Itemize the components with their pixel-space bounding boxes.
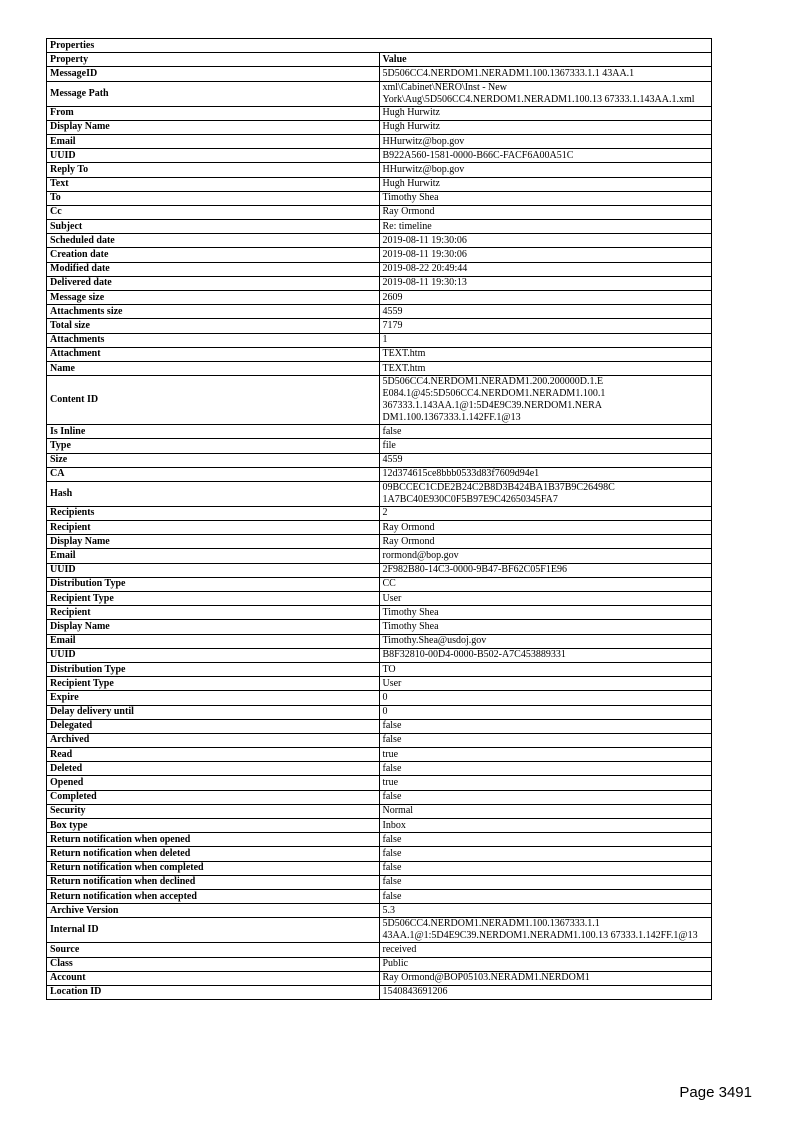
table-row [47, 634, 712, 648]
property-name: Content ID [47, 376, 380, 425]
property-value: TO [379, 662, 712, 676]
property-value: 7179 [379, 319, 712, 333]
table-row [47, 691, 712, 705]
property-name: Class [47, 957, 380, 971]
property-name: Distribution Type [47, 662, 380, 676]
table-row [47, 943, 712, 957]
property-value: true [379, 776, 712, 790]
property-name: Recipients [47, 506, 380, 520]
property-value: false [379, 425, 712, 439]
table-row [47, 81, 712, 106]
property-name: Size [47, 453, 380, 467]
table-row [47, 985, 712, 999]
property-value: 1540843691206 [379, 985, 712, 999]
header-value: Value [379, 53, 712, 67]
property-name: Return notification when opened [47, 833, 380, 847]
table-row [47, 234, 712, 248]
table-row [47, 662, 712, 676]
property-value: Hugh Hurwitz [379, 177, 712, 191]
property-name: CA [47, 467, 380, 481]
table-row [47, 506, 712, 520]
property-name: Delay delivery until [47, 705, 380, 719]
header-property: Property [47, 53, 380, 67]
table-row [47, 776, 712, 790]
table-row [47, 481, 712, 506]
property-name: Return notification when declined [47, 875, 380, 889]
property-value: 1 [379, 333, 712, 347]
property-value: true [379, 748, 712, 762]
property-name: Email [47, 634, 380, 648]
property-name: Recipient [47, 521, 380, 535]
property-value: false [379, 733, 712, 747]
property-value: HHurwitz@bop.gov [379, 163, 712, 177]
property-name: Expire [47, 691, 380, 705]
table-row [47, 347, 712, 361]
property-name: Creation date [47, 248, 380, 262]
property-value: Public [379, 957, 712, 971]
property-value: 2019-08-22 20:49:44 [379, 262, 712, 276]
property-name: UUID [47, 563, 380, 577]
property-value: Timothy Shea [379, 620, 712, 634]
property-value: 2F982B80-14C3-0000-9B47-BF62C05F1E96 [379, 563, 712, 577]
property-name: MessageID [47, 67, 380, 81]
property-name: Name [47, 361, 380, 375]
table-row [47, 120, 712, 134]
property-value: false [379, 861, 712, 875]
property-value: Re: timeline [379, 220, 712, 234]
table-row [47, 549, 712, 563]
property-name: UUID [47, 149, 380, 163]
property-value: 2609 [379, 291, 712, 305]
table-row [47, 971, 712, 985]
table-row [47, 620, 712, 634]
property-name: Email [47, 134, 380, 148]
property-name: Message Path [47, 81, 380, 106]
property-name: Return notification when completed [47, 861, 380, 875]
property-value: 2 [379, 506, 712, 520]
table-row [47, 847, 712, 861]
table-row [47, 453, 712, 467]
property-value: rormond@bop.gov [379, 549, 712, 563]
property-name: Delivered date [47, 276, 380, 290]
property-name: Attachments size [47, 305, 380, 319]
property-value: received [379, 943, 712, 957]
table-row [47, 957, 712, 971]
property-name: Completed [47, 790, 380, 804]
table-row [47, 248, 712, 262]
property-value: 4559 [379, 453, 712, 467]
property-name: From [47, 106, 380, 120]
property-name: Deleted [47, 762, 380, 776]
property-name: Archived [47, 733, 380, 747]
property-value: Timothy.Shea@usdoj.gov [379, 634, 712, 648]
property-value: CC [379, 577, 712, 591]
table-row [47, 606, 712, 620]
table-row [47, 291, 712, 305]
property-value: Hugh Hurwitz [379, 120, 712, 134]
property-name: Return notification when deleted [47, 847, 380, 861]
property-value: TEXT.htm [379, 361, 712, 375]
property-value: 12d374615ce8bbb0533d83f7609d94e1 [379, 467, 712, 481]
property-value: 5D506CC4.NERDOM1.NERADM1.100.1367333.1.1 43AA.1@1:5D4E9C39.NERDOM1.NERADM1.100.13 67333.1.142FF.1@13 [379, 918, 712, 943]
table-row [47, 134, 712, 148]
property-name: Email [47, 549, 380, 563]
property-name: Total size [47, 319, 380, 333]
property-value: User [379, 677, 712, 691]
property-value: file [379, 439, 712, 453]
property-value: false [379, 889, 712, 903]
property-name: Recipient Type [47, 592, 380, 606]
table-title-row [47, 39, 712, 53]
property-name: Location ID [47, 985, 380, 999]
table-row [47, 177, 712, 191]
table-row [47, 733, 712, 747]
table-row [47, 719, 712, 733]
table-row [47, 425, 712, 439]
table-row [47, 467, 712, 481]
property-value: Ray Ormond@BOP05103.NERADM1.NERDOM1 [379, 971, 712, 985]
property-value: Timothy Shea [379, 191, 712, 205]
table-title: Properties [47, 39, 712, 53]
property-value: 0 [379, 691, 712, 705]
property-value: Hugh Hurwitz [379, 106, 712, 120]
property-name: Archive Version [47, 904, 380, 918]
property-name: Subject [47, 220, 380, 234]
property-value: 09BCCEC1CDE2B24C2B8D3B424BA1B37B9C26498C 1A7BC40E930C0F5B97E9C42650345FA7 [379, 481, 712, 506]
table-row [47, 205, 712, 219]
table-row [47, 163, 712, 177]
property-name: Opened [47, 776, 380, 790]
property-name: Type [47, 439, 380, 453]
table-row [47, 677, 712, 691]
property-name: Display Name [47, 120, 380, 134]
property-name: Cc [47, 205, 380, 219]
property-name: Internal ID [47, 918, 380, 943]
property-name: To [47, 191, 380, 205]
table-row [47, 592, 712, 606]
table-row [47, 149, 712, 163]
property-value: false [379, 762, 712, 776]
table-row [47, 790, 712, 804]
property-value: 2019-08-11 19:30:13 [379, 276, 712, 290]
table-row [47, 563, 712, 577]
property-name: Read [47, 748, 380, 762]
property-value: false [379, 833, 712, 847]
property-value: Ray Ormond [379, 205, 712, 219]
property-name: Source [47, 943, 380, 957]
property-name: Security [47, 804, 380, 818]
property-value: TEXT.htm [379, 347, 712, 361]
table-header-row [47, 53, 712, 67]
property-value: 5.3 [379, 904, 712, 918]
table-row [47, 804, 712, 818]
table-row [47, 376, 712, 425]
table-row [47, 361, 712, 375]
property-value: B922A560-1581-0000-B66C-FACF6A00A51C [379, 149, 712, 163]
property-name: Delegated [47, 719, 380, 733]
property-name: Attachments [47, 333, 380, 347]
table-row [47, 705, 712, 719]
property-value: Ray Ormond [379, 535, 712, 549]
property-value: Inbox [379, 819, 712, 833]
properties-table [46, 38, 712, 1000]
property-name: Recipient Type [47, 677, 380, 691]
table-row [47, 220, 712, 234]
property-name: Text [47, 177, 380, 191]
property-name: Account [47, 971, 380, 985]
table-row [47, 305, 712, 319]
property-name: Scheduled date [47, 234, 380, 248]
property-value: false [379, 875, 712, 889]
property-name: Reply To [47, 163, 380, 177]
table-row [47, 748, 712, 762]
table-row [47, 319, 712, 333]
table-row [47, 276, 712, 290]
table-row [47, 106, 712, 120]
table-row [47, 833, 712, 847]
table-row [47, 67, 712, 81]
property-name: Display Name [47, 620, 380, 634]
property-name: Modified date [47, 262, 380, 276]
table-row [47, 819, 712, 833]
property-value: HHurwitz@bop.gov [379, 134, 712, 148]
table-row [47, 191, 712, 205]
property-name: Is Inline [47, 425, 380, 439]
property-value: Timothy Shea [379, 606, 712, 620]
property-value: 4559 [379, 305, 712, 319]
property-value: 2019-08-11 19:30:06 [379, 248, 712, 262]
property-value: 5D506CC4.NERDOM1.NERADM1.200.200000D.1.E E084.1@45:5D506CC4.NERDOM1.NERADM1.100.1 367333.1.143AA.1@1:5D4E9C39.NERDOM1.NERA DM1.100.1367333.1.142FF.1@13 [379, 376, 712, 425]
property-value: B8F32810-00D4-0000-B502-A7C453889331 [379, 648, 712, 662]
table-row [47, 904, 712, 918]
page-number: Page 3491 [679, 1084, 752, 1101]
property-value: xml\Cabinet\NERO\Inst - New York\Aug\5D506CC4.NERDOM1.NERADM1.100.13 67333.1.143AA.1.xml [379, 81, 712, 106]
property-value: false [379, 719, 712, 733]
table-row [47, 648, 712, 662]
table-row [47, 762, 712, 776]
table-row [47, 521, 712, 535]
property-name: Return notification when accepted [47, 889, 380, 903]
table-row [47, 889, 712, 903]
property-value: 5D506CC4.NERDOM1.NERADM1.100.1367333.1.1 43AA.1 [379, 67, 712, 81]
table-row [47, 577, 712, 591]
table-row [47, 535, 712, 549]
property-name: Box type [47, 819, 380, 833]
property-value: Ray Ormond [379, 521, 712, 535]
table-row [47, 861, 712, 875]
property-value: false [379, 847, 712, 861]
property-value: false [379, 790, 712, 804]
property-name: Distribution Type [47, 577, 380, 591]
table-row [47, 918, 712, 943]
property-name: Message size [47, 291, 380, 305]
table-row [47, 262, 712, 276]
property-value: 2019-08-11 19:30:06 [379, 234, 712, 248]
table-row [47, 439, 712, 453]
property-value: User [379, 592, 712, 606]
property-name: Hash [47, 481, 380, 506]
property-value: 0 [379, 705, 712, 719]
table-row [47, 333, 712, 347]
property-name: Recipient [47, 606, 380, 620]
property-name: UUID [47, 648, 380, 662]
property-name: Attachment [47, 347, 380, 361]
property-name: Display Name [47, 535, 380, 549]
property-value: Normal [379, 804, 712, 818]
table-row [47, 875, 712, 889]
